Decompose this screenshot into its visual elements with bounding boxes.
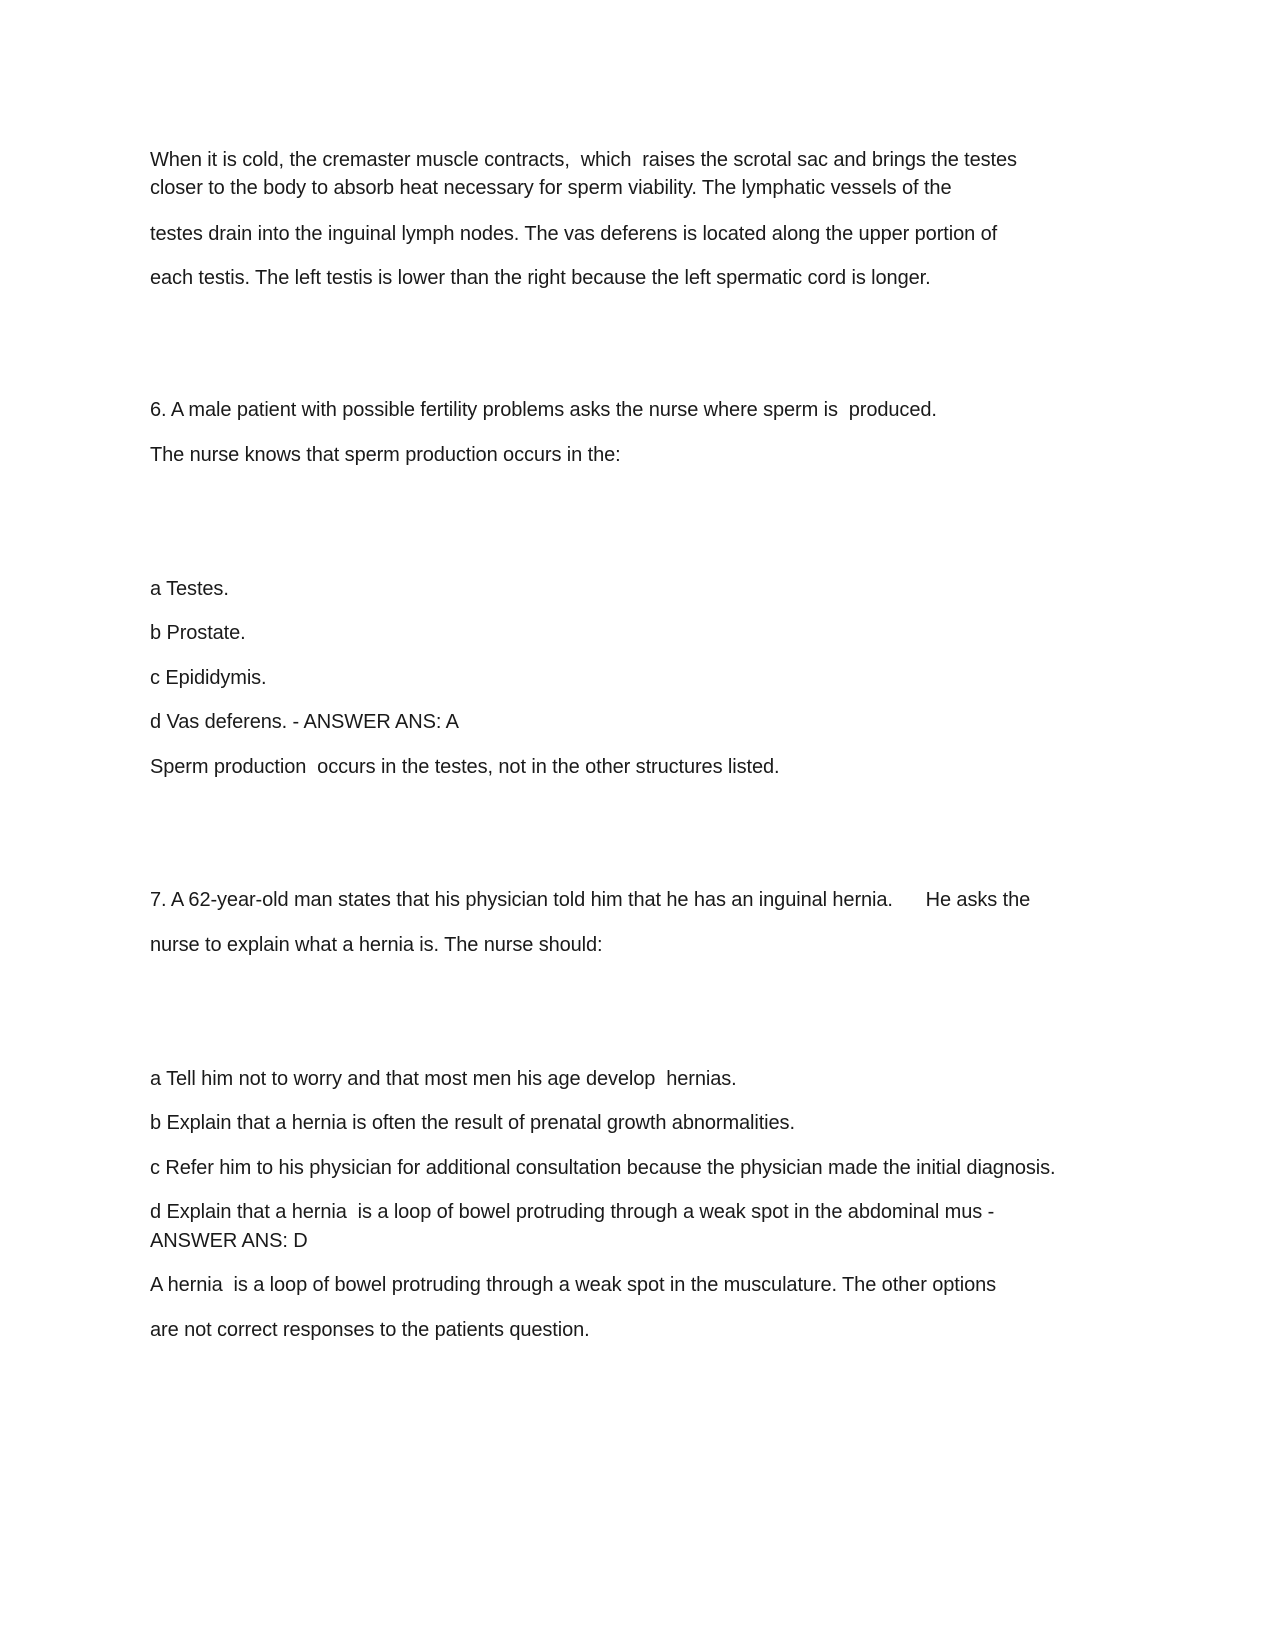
- q7-stem-line-1: 7. A 62-year-old man states that his physician told him that he has an inguinal hernia. He asks the: [150, 889, 1031, 911]
- q7-option-d: d Explain that a hernia is a loop of bowel protruding through a weak spot in the abdominal mus -: [150, 1201, 995, 1223]
- q7-option-a: a Tell him not to worry and that most men his age develop hernias.: [150, 1068, 737, 1090]
- q7-option-c: c Refer him to his physician for additional consultation because the physician made the initial diagnosis.: [150, 1157, 1056, 1179]
- q6-option-d: d Vas deferens. - ANSWER ANS: A: [150, 711, 459, 733]
- q6-stem-line-2: The nurse knows that sperm production occurs in the:: [150, 444, 621, 466]
- intro-line-1: When it is cold, the cremaster muscle contracts, which raises the scrotal sac and brings the testes: [150, 149, 1017, 171]
- intro-line-2: closer to the body to absorb heat necessary for sperm viability. The lymphatic vessels of the: [150, 177, 952, 199]
- intro-line-3: testes drain into the inguinal lymph nodes. The vas deferens is located along the upper portion of: [150, 223, 998, 245]
- q7-rationale-line-1: A hernia is a loop of bowel protruding through a weak spot in the musculature. The other options: [150, 1274, 997, 1296]
- q6-option-a: a Testes.: [150, 578, 229, 600]
- q7-rationale-line-2: are not correct responses to the patients question.: [150, 1319, 590, 1341]
- q7-option-d-answer: ANSWER ANS: D: [150, 1230, 308, 1252]
- q6-rationale: Sperm production occurs in the testes, not in the other structures listed.: [150, 756, 780, 778]
- q6-option-c: c Epididymis.: [150, 667, 267, 689]
- q6-option-b: b Prostate.: [150, 622, 246, 644]
- q7-stem-line-2: nurse to explain what a hernia is. The nurse should:: [150, 934, 603, 956]
- q6-stem-line-1: 6. A male patient with possible fertility problems asks the nurse where sperm is produced.: [150, 399, 937, 421]
- intro-line-4: each testis. The left testis is lower than the right because the left spermatic cord is longer.: [150, 267, 931, 289]
- q7-option-b: b Explain that a hernia is often the result of prenatal growth abnormalities.: [150, 1112, 795, 1134]
